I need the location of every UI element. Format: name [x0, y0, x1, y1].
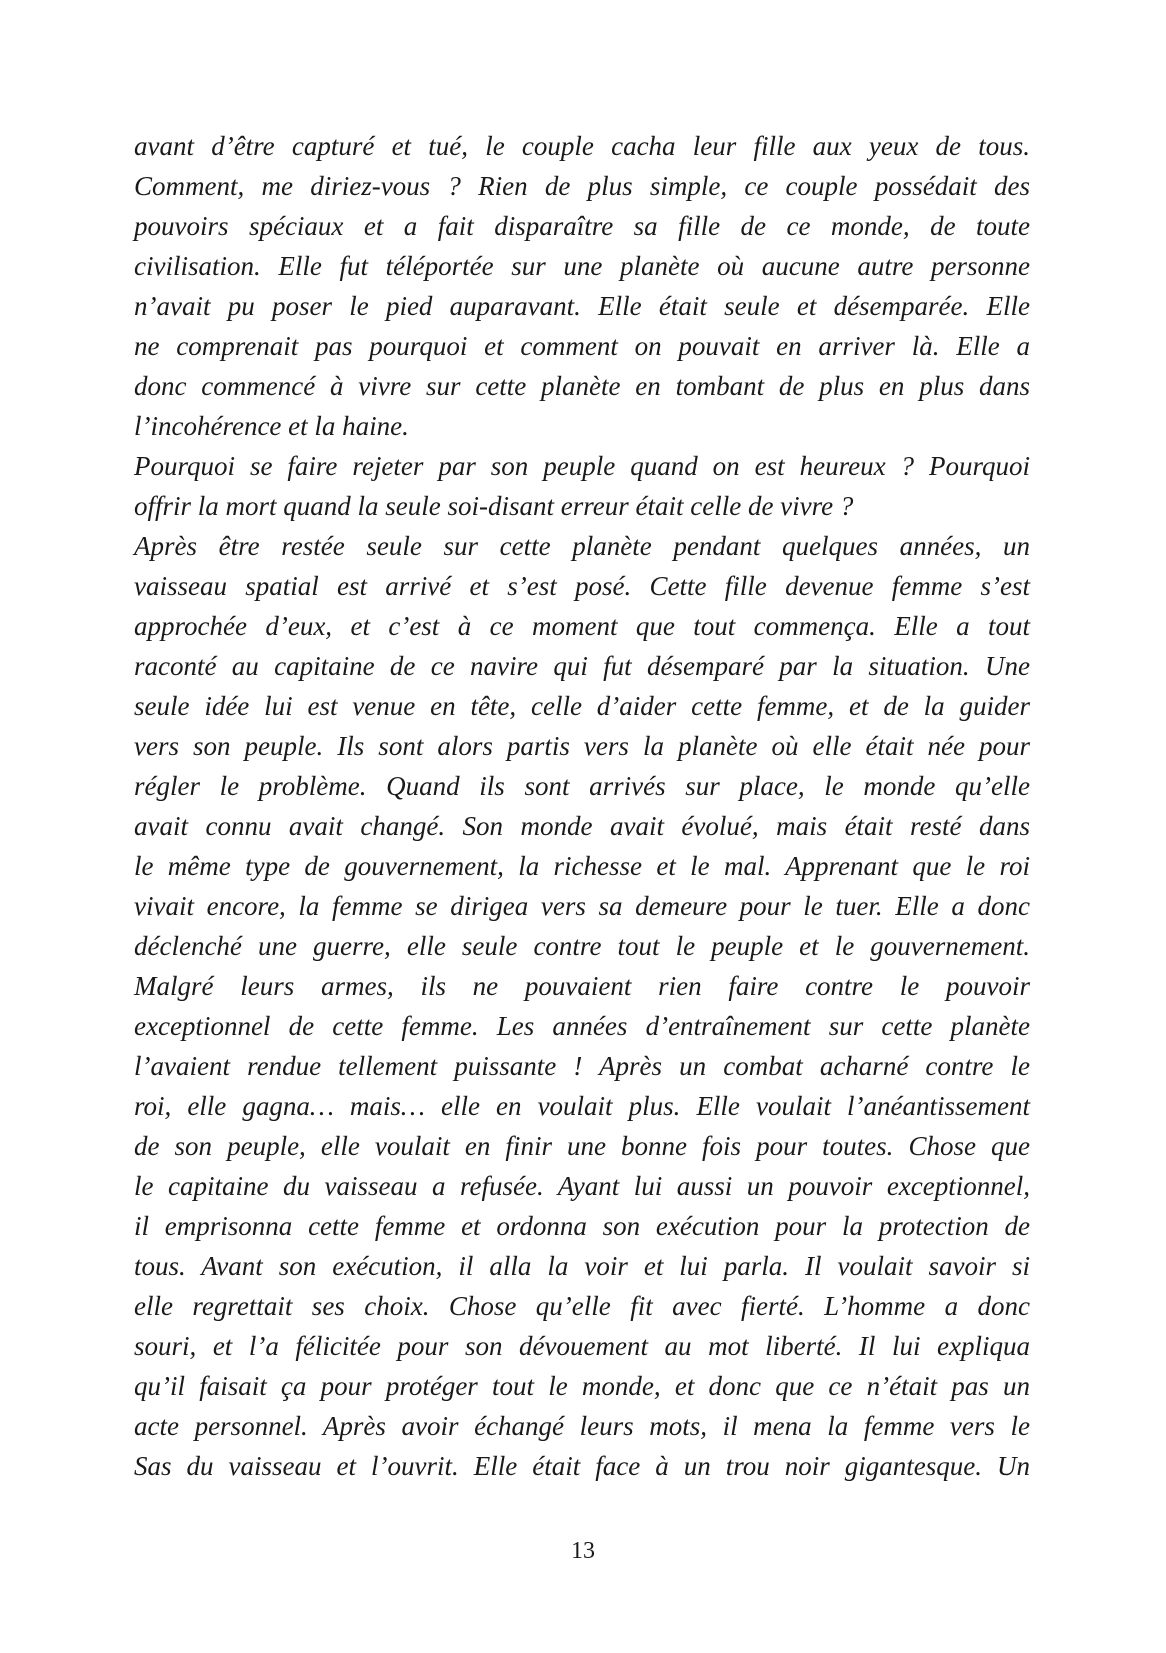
- text-line: vaisseau spatial est arrivé et s’est posé. Cette fille devenue femme s’est: [134, 571, 1030, 601]
- text-line: seule idée lui est venue en tête, celle d’aider cette femme, et de la guider: [134, 691, 1030, 721]
- text-line: n’avait pu poser le pied auparavant. Elle était seule et désemparée. Elle: [134, 291, 1030, 321]
- text-line: roi, elle gagna… mais… elle en voulait plus. Elle voulait l’anéantissement: [134, 1091, 1030, 1121]
- text-line: l’incohérence et la haine.: [134, 411, 409, 441]
- text-line: l’avaient rendue tellement puissante ! Après un combat acharné contre le: [134, 1051, 1030, 1081]
- text-line: vivait encore, la femme se dirigea vers sa demeure pour le tuer. Elle a donc: [134, 891, 1030, 921]
- text-line: déclenché une guerre, elle seule contre tout le peuple et le gouvernement.: [134, 931, 1030, 961]
- text-line: régler le problème. Quand ils sont arrivés sur place, le monde qu’elle: [134, 771, 1030, 801]
- text-line: pouvoirs spéciaux et a fait disparaître sa fille de ce monde, de toute: [134, 211, 1030, 241]
- text-line: approchée d’eux, et c’est à ce moment que tout commença. Elle a tout: [134, 611, 1030, 641]
- text-line: avait connu avait changé. Son monde avait évolué, mais était resté dans: [134, 811, 1030, 841]
- text-line: vers son peuple. Ils sont alors partis vers la planète où elle était née pour: [134, 731, 1030, 761]
- text-line: ne comprenait pas pourquoi et comment on pouvait en arriver là. Elle a: [134, 331, 1030, 361]
- text-line: qu’il faisait ça pour protéger tout le monde, et donc que ce n’était pas un: [134, 1371, 1030, 1401]
- text-line: raconté au capitaine de ce navire qui fut désemparé par la situation. Une: [134, 651, 1030, 681]
- text-line: donc commencé à vivre sur cette planète en tombant de plus en plus dans: [134, 371, 1030, 401]
- text-line: civilisation. Elle fut téléportée sur une planète où aucune autre personne: [134, 251, 1030, 281]
- text-line: exceptionnel de cette femme. Les années d’entraînement sur cette planète: [134, 1011, 1030, 1041]
- text-line: Après être restée seule sur cette planète pendant quelques années, un: [134, 531, 1030, 561]
- text-line: Sas du vaisseau et l’ouvrit. Elle était face à un trou noir gigantesque. Un: [134, 1451, 1030, 1481]
- page-number: 13: [571, 1538, 595, 1564]
- text-line: acte personnel. Après avoir échangé leurs mots, il mena la femme vers le: [134, 1411, 1030, 1441]
- text-line: il emprisonna cette femme et ordonna son exécution pour la protection de: [134, 1211, 1030, 1241]
- text-line: le capitaine du vaisseau a refusée. Ayant lui aussi un pouvoir exceptionnel,: [134, 1171, 1030, 1201]
- text-line: Pourquoi se faire rejeter par son peuple quand on est heureux ? Pourquoi: [134, 451, 1030, 481]
- text-line: elle regrettait ses choix. Chose qu’elle fit avec fierté. L’homme a donc: [134, 1291, 1030, 1321]
- text-line: Comment, me diriez-vous ? Rien de plus simple, ce couple possédait des: [134, 171, 1030, 201]
- text-line: le même type de gouvernement, la richesse et le mal. Apprenant que le roi: [134, 851, 1030, 881]
- text-line: tous. Avant son exécution, il alla la voir et lui parla. Il voulait savoir si: [134, 1251, 1030, 1281]
- text-line: de son peuple, elle voulait en finir une bonne fois pour toutes. Chose que: [134, 1131, 1030, 1161]
- text-line: offrir la mort quand la seule soi-disant erreur était celle de vivre ?: [134, 491, 854, 521]
- body-text: [134, 126, 1030, 1486]
- text-line: avant d’être capturé et tué, le couple cacha leur fille aux yeux de tous.: [134, 131, 1030, 161]
- text-line: souri, et l’a félicitée pour son dévouement au mot liberté. Il lui expliqua: [134, 1331, 1030, 1361]
- text-line: Malgré leurs armes, ils ne pouvaient rien faire contre le pouvoir: [134, 971, 1030, 1001]
